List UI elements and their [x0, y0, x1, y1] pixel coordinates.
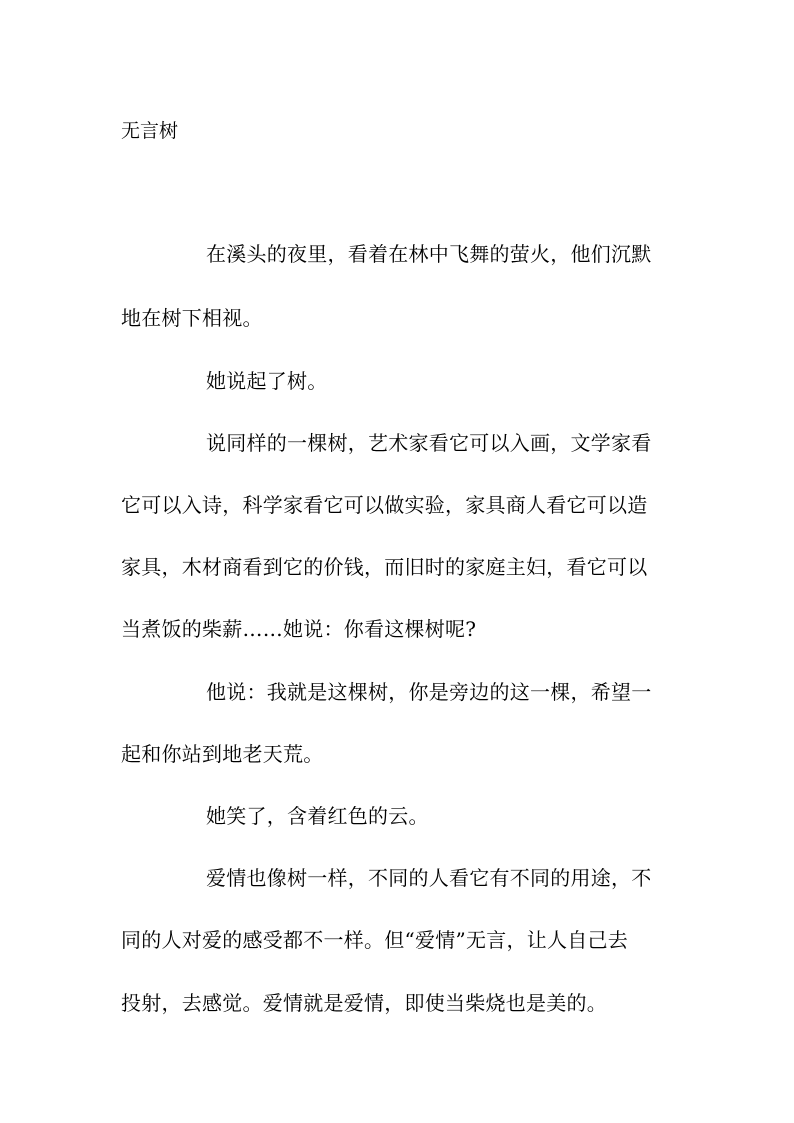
paragraph-1-line-2: 地在树下相视。 [121, 306, 263, 330]
paragraph-4-line-1: 他说：我就是这棵树，你是旁边的这一棵，希望一 [206, 680, 652, 704]
paragraph-6-line-2: 同的人对爱的感受都不一样。但“爱情”无言，让人自己去 [121, 928, 628, 952]
document-title: 无言树 [121, 120, 179, 142]
paragraph-2-line-1: 她说起了树。 [206, 369, 328, 393]
paragraph-3-line-3: 家具，木材商看到它的价钱，而旧时的家庭主妇，看它可以 [121, 555, 648, 579]
paragraph-1-line-1: 在溪头的夜里，看着在林中飞舞的萤火，他们沉默 [206, 242, 652, 266]
paragraph-4-line-2: 起和你站到地老天荒。 [121, 742, 324, 766]
paragraph-3-line-1: 说同样的一棵树，艺术家看它可以入画，文学家看 [206, 431, 652, 455]
paragraph-3-line-2: 它可以入诗，科学家看它可以做实验，家具商人看它可以造 [121, 493, 648, 517]
paragraph-6-line-1: 爱情也像树一样，不同的人看它有不同的用途，不 [206, 866, 652, 890]
paragraph-3-line-4: 当煮饭的柴薪……她说：你看这棵树呢? [121, 617, 477, 641]
paragraph-5-line-1: 她笑了，含着红色的云。 [206, 804, 429, 828]
paragraph-6-line-3: 投射，去感觉。爱情就是爱情，即使当柴烧也是美的。 [121, 991, 607, 1015]
